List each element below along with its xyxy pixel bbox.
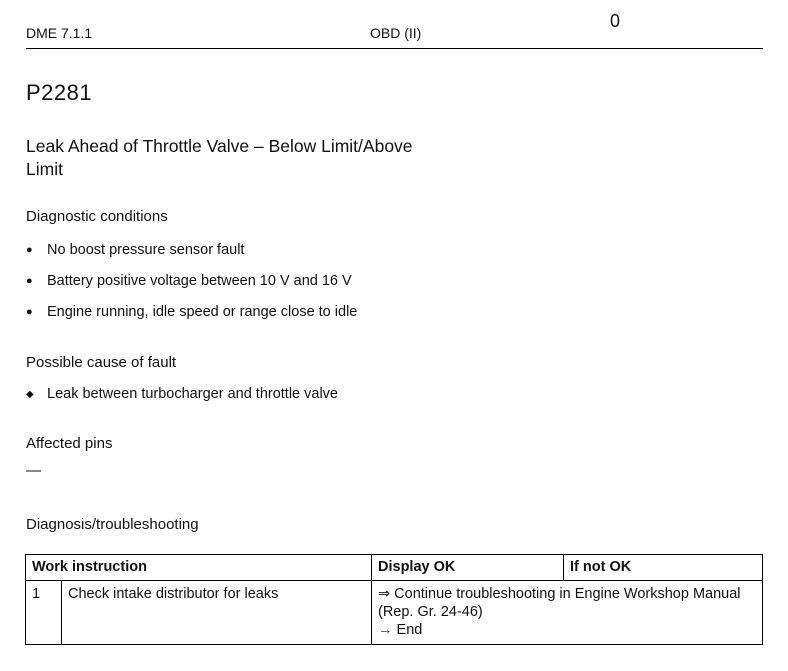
condition-item (26, 273, 352, 289)
bullet-icon: ● (26, 244, 33, 256)
cause-item (26, 386, 338, 402)
column-header-display-ok: Display OK (372, 555, 564, 581)
possible-cause-heading: Possible cause of fault (26, 354, 177, 371)
page-title: Leak Ahead of Throttle Valve – Below Limit/Above Limit (26, 136, 413, 179)
affected-pins-value: — (26, 462, 41, 479)
condition-text: No boost pressure sensor fault (47, 242, 245, 258)
column-header-work-instruction: Work instruction (26, 555, 372, 581)
condition-item (26, 304, 357, 320)
column-header-if-not-ok: If not OK (564, 555, 763, 581)
cause-text: Leak between turbocharger and throttle valve (47, 386, 338, 402)
bullet-icon: ● (26, 306, 33, 318)
display-ok-line: → End (378, 622, 423, 638)
condition-text: Engine running, idle speed or range close to idle (47, 304, 358, 320)
condition-text: Battery positive voltage between 10 V and 16 V (47, 273, 352, 289)
display-ok-line: (Rep. Gr. 24-46) (378, 604, 483, 620)
work-instruction-cell: Check intake distributor for leaks (62, 581, 372, 645)
fault-code: P2281 (26, 80, 93, 105)
bullet-icon: ● (26, 275, 33, 287)
header-model: DME 7.1.1 (26, 25, 93, 41)
table-header-row (26, 555, 763, 581)
affected-pins-heading: Affected pins (26, 435, 113, 452)
display-ok-cell (372, 581, 763, 645)
condition-item (26, 242, 244, 258)
troubleshooting-table (25, 554, 763, 645)
header-rule (26, 48, 763, 49)
troubleshooting-heading: Diagnosis/troubleshooting (26, 516, 199, 533)
display-ok-line: ⇒ Continue troubleshooting in Engine Workshop Manual (378, 586, 741, 602)
diagnostic-conditions-heading: Diagnostic conditions (26, 208, 168, 225)
step-number: 1 (26, 581, 62, 645)
header-page-marker: 0 (610, 11, 621, 31)
header-obd: OBD (II) (370, 25, 422, 41)
table-row (26, 581, 763, 645)
diamond-bullet-icon: ◆ (26, 388, 34, 400)
